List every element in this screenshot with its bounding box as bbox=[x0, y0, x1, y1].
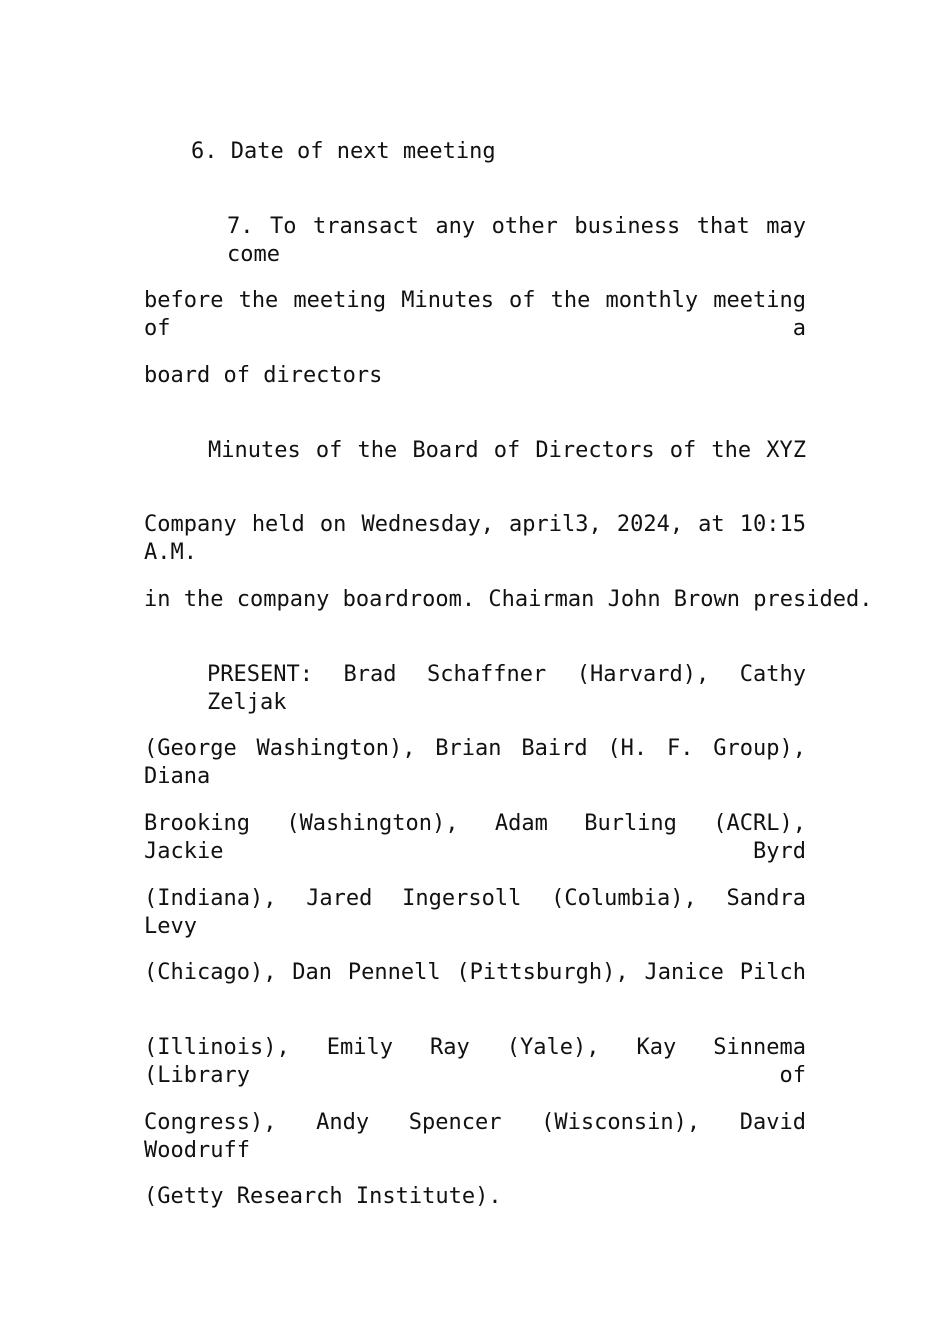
text-line: in the company boardroom. Chairman John Brown presided. bbox=[144, 587, 873, 612]
text-line: (Indiana), Jared Ingersoll (Columbia), Sandra Levy bbox=[144, 886, 806, 939]
present-paragraph-start: PRESENT: Brad Schaffner (Harvard), Cathy Zeljak bbox=[207, 662, 806, 715]
agenda-item-6: 6. Date of next meeting bbox=[191, 139, 496, 164]
agenda-item-7: 7. To transact any other business that may come bbox=[227, 214, 806, 267]
minutes-paragraph-start: Minutes of the Board of Directors of the XYZ bbox=[208, 438, 806, 463]
text-line: before the meeting Minutes of the monthly meeting of a bbox=[144, 288, 806, 341]
text-line: Company held on Wednesday, april3, 2024, at 10:15 A.M. bbox=[144, 512, 806, 565]
text-line: board of directors bbox=[144, 363, 383, 388]
text-line: Brooking (Washington), Adam Burling (ACRL), Jackie Byrd bbox=[144, 811, 806, 864]
text-line: (Getty Research Institute). bbox=[144, 1184, 502, 1209]
text-line: Congress), Andy Spencer (Wisconsin), David Woodruff bbox=[144, 1110, 806, 1163]
text-line: (George Washington), Brian Baird (H. F. Group), Diana bbox=[144, 736, 806, 789]
text-line: (Chicago), Dan Pennell (Pittsburgh), Janice Pilch bbox=[144, 960, 806, 985]
text-line: (Illinois), Emily Ray (Yale), Kay Sinnema (Library of bbox=[144, 1035, 806, 1088]
